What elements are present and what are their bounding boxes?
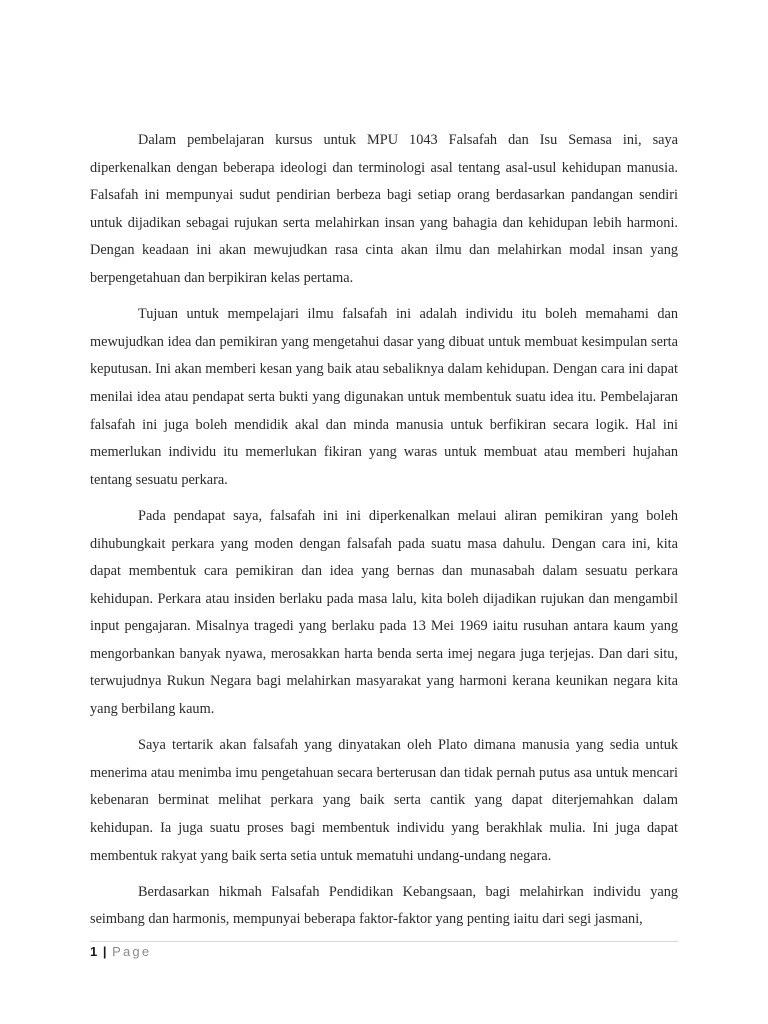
page-number: 1 [90,944,98,959]
body-text [90,127,678,943]
page-footer [90,943,151,961]
paragraph-2: Tujuan untuk mempelajari ilmu falsafah ini adalah individu itu boleh memahami dan mewujudkan idea dan pemikiran yang mengetahui dasar yang dibuat untuk membuat kesimpulan serta keputusan. Ini akan memberi kesan yang baik atau sebaliknya dalam kehidupan. Dengan cara ini dapat menilai idea atau pendapat serta bukti yang digunakan untuk membentuk suatu idea itu. Pembelajaran falsafah ini juga boleh mendidik akal dan minda manusia untuk berfikiran secara logik. Hal ini memerlukan individu itu memerlukan fikiran yang waras untuk membuat atau memberi hujahan tentang sesuatu perkara. [90,306,678,488]
paragraph-3: Pada pendapat saya, falsafah ini ini diperkenalkan melaui aliran pemikiran yang boleh dihubungkait perkara yang moden dengan falsafah pada suatu masa dahulu. Dengan cara ini, kita dapat membentuk cara pemikiran dan idea yang bernas dan munasabah dalam sesuatu perkara kehidupan. Perkara atau insiden berlaku pada masa lalu, kita boleh dijadikan rujukan dan mengambil input pengajaran. Misalnya tragedi yang berlaku pada 13 Mei 1969 iaitu rusuhan antara kaum yang mengorbankan banyak nyawa, merosakkan harta benda serta imej negara juga terjejas. Dan dari situ, terwujudnya Rukun Negara bagi melahirkan masyarakat yang harmoni kerana keunikan negara kita yang berbilang kaum. [90,507,678,718]
paragraph-4: Saya tertarik akan falsafah yang dinyatakan oleh Plato dimana manusia yang sedia untuk menerima atau menimba imu pengetahuan secara berterusan dan tidak pernah putus asa untuk mencari kebenaran berminat melihat perkara yang baik serta cantik yang dapat diterjemahkan dalam kehidupan. Ia juga suatu proses bagi membentuk individu yang berakhlak mulia. Ini juga dapat membentuk rakyat yang baik serta setia untuk mematuhi undang-undang negara. [90,737,678,864]
footer-rule [90,941,678,942]
paragraph-5: Berdasarkan hikmah Falsafah Pendidikan Kebangsaan, bagi melahirkan individu yang seimbang dan harmonis, mempunyai beberapa faktor-faktor yang penting iaitu dari segi jasmani, [90,883,678,928]
footer-separator: | [102,944,107,959]
page-label: Page [112,944,152,959]
paragraph-1: Dalam pembelajaran kursus untuk MPU 1043 Falsafah dan Isu Semasa ini, saya diperkenalkan dengan beberapa ideologi dan terminologi asal tentang asal-usul kehidupan manusia. Falsafah ini mempunyai sudut pendirian berbeza bagi setiap orang berdasarkan pandangan sendiri untuk dijadikan sebagai rujukan serta melahirkan insan yang bahagia dan kehidupan lebih harmoni. Dengan keadaan ini akan mewujudkan rasa cinta akan ilmu dan melahirkan modal insan yang berpengetahuan dan berpikiran kelas pertama. [90,132,678,286]
